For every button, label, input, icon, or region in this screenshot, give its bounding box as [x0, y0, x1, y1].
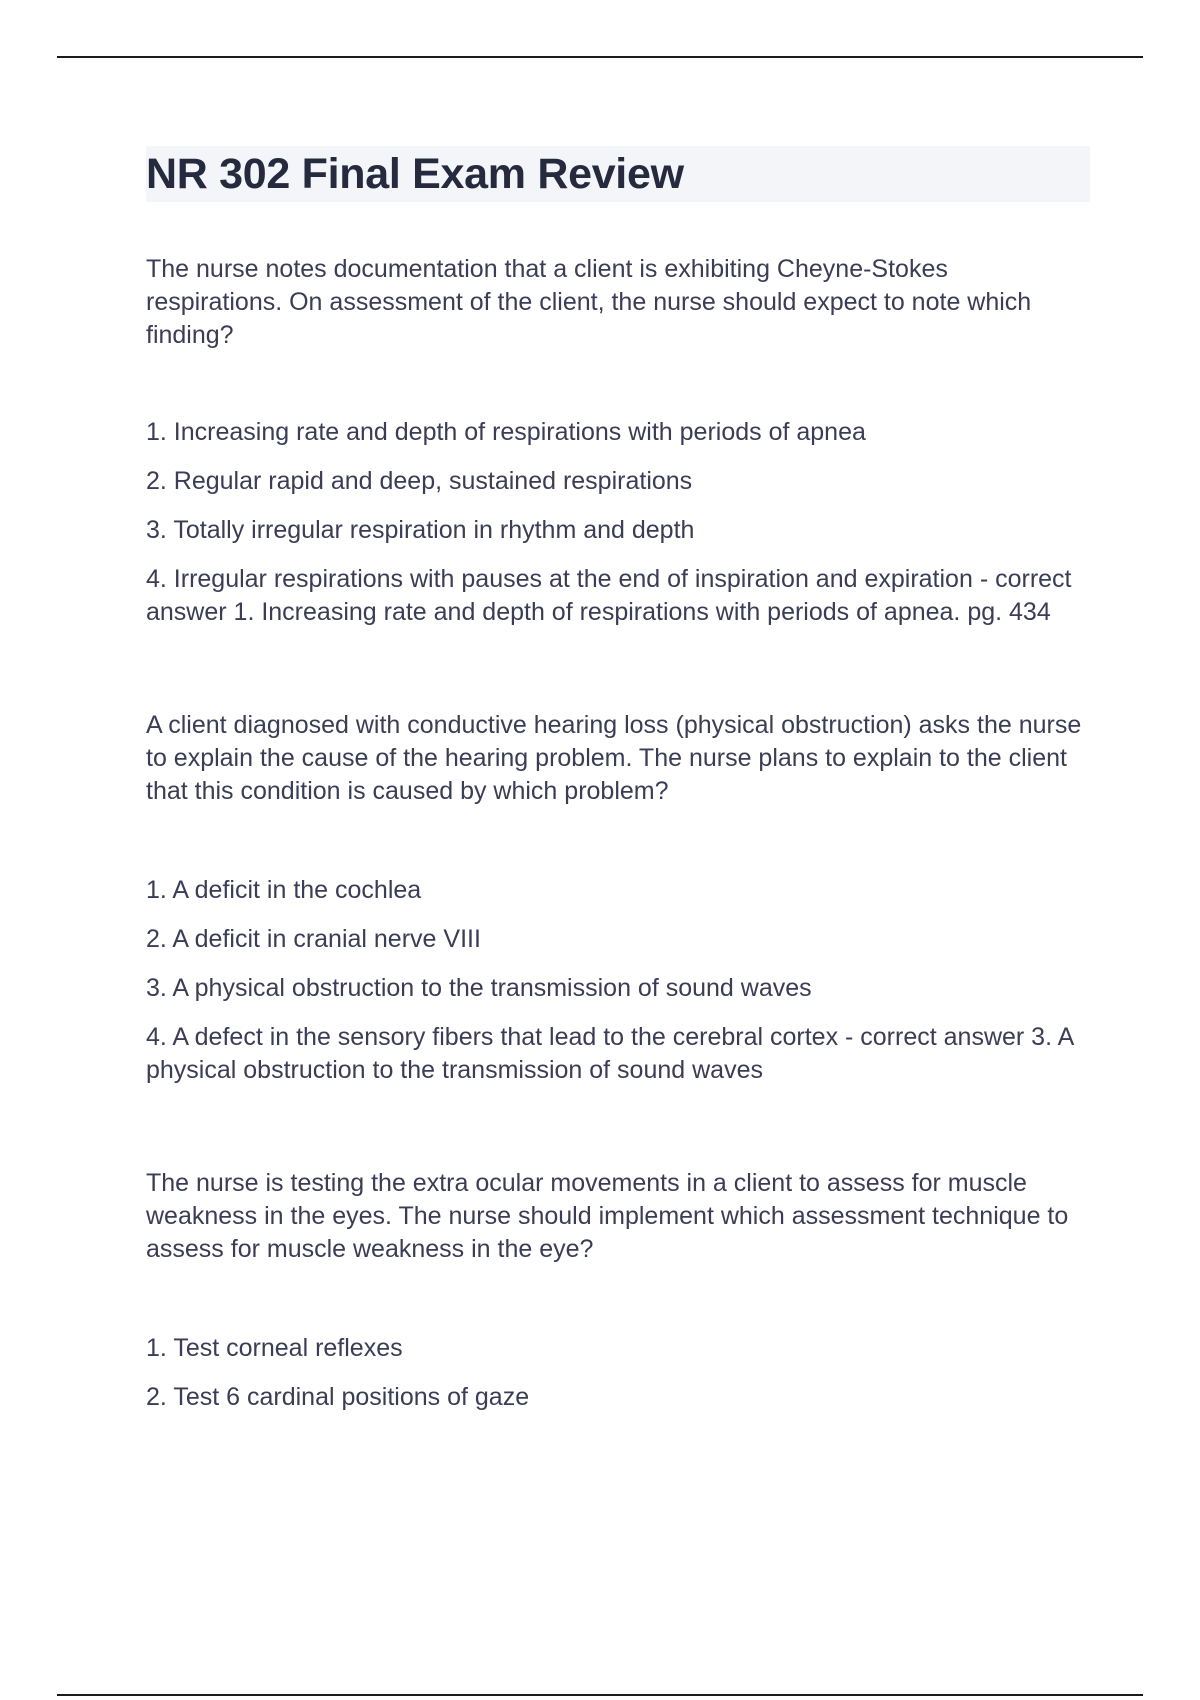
question-2-option-2: 2. A deficit in cranial nerve VIII [146, 925, 481, 953]
question-1-options [146, 416, 1090, 629]
question-3-option-1: 1. Test corneal reflexes [146, 1334, 403, 1362]
question-1-option-1: 1. Increasing rate and depth of respirations with periods of apnea [146, 418, 866, 446]
question-3-option-2: 2. Test 6 cardinal positions of gaze [146, 1383, 530, 1411]
title-banner [146, 146, 1090, 202]
question-3-options [146, 1332, 1090, 1414]
question-2-option-4-answer: 4. A defect in the sensory fibers that lead to the cerebral cortex - correct answer 3. A physical obstruction to the transmission of sound waves [146, 1023, 1073, 1084]
page-title: NR 302 Final Exam Review [146, 149, 684, 198]
top-rule [57, 56, 1143, 58]
question-2-prompt: A client diagnosed with conductive hearing loss (physical obstruction) asks the nurse to explain the cause of the hearing problem. The nurse plans to explain to the client that this condition is caused by which problem? [146, 711, 1082, 805]
question-2-options [146, 874, 1090, 1087]
question-1-option-2: 2. Regular rapid and deep, sustained respirations [146, 467, 693, 495]
bottom-rule [57, 1694, 1143, 1696]
question-1-option-3: 3. Totally irregular respiration in rhythm and depth [146, 516, 695, 544]
document-body [146, 146, 1090, 1414]
question-1-option-4-answer: 4. Irregular respirations with pauses at the end of inspiration and expiration - correct answer 1. Increasing rate and depth of respirations with periods of apnea. pg. 434 [146, 565, 1072, 626]
question-2-option-3: 3. A physical obstruction to the transmission of sound waves [146, 974, 812, 1002]
question-3-prompt: The nurse is testing the extra ocular movements in a client to assess for muscle weakness in the eyes. The nurse should implement which assessment technique to assess for muscle weakness in the eye? [146, 1169, 1069, 1263]
question-2-option-1: 1. A deficit in the cochlea [146, 876, 422, 904]
question-1-prompt: The nurse notes documentation that a client is exhibiting Cheyne-Stokes respirations. On assessment of the client, the nurse should expect to note which finding? [146, 255, 1032, 349]
